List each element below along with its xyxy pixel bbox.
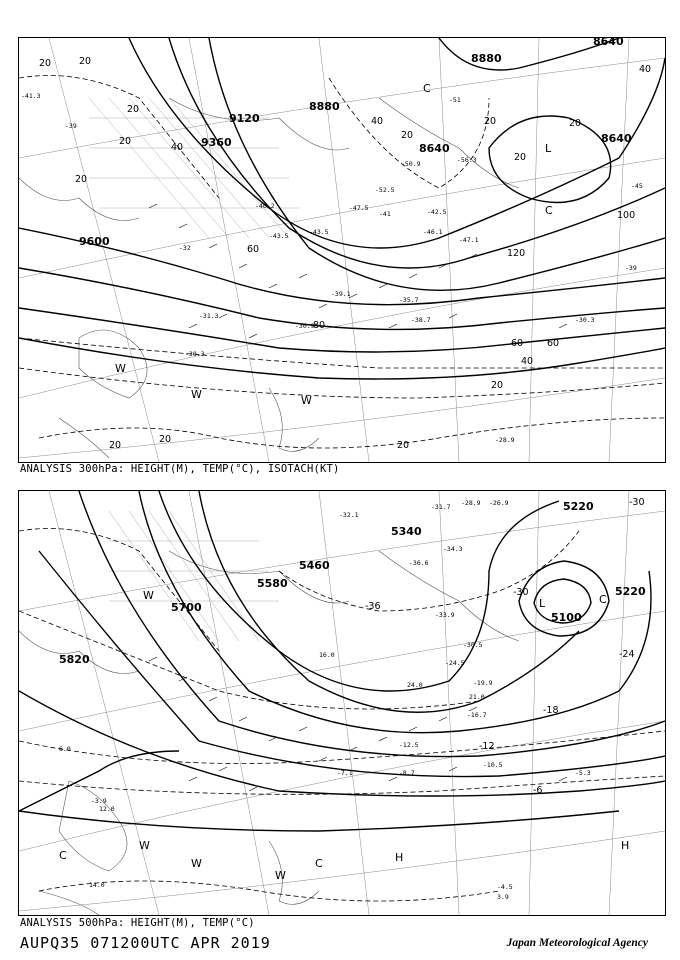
height-label: 5700: [171, 601, 202, 614]
isotach-label: 60: [247, 244, 260, 255]
station-value: -12.5: [399, 741, 419, 749]
height-label: 8880: [471, 52, 502, 65]
isotach-contours-300: [19, 76, 665, 449]
isotach-label: 100: [617, 210, 636, 221]
isotach-label: 60: [511, 338, 524, 349]
height-label: 5100: [551, 611, 582, 624]
temp-label: -30.9: [295, 322, 315, 330]
coastline-500: [19, 551, 519, 915]
isotach-label: 20: [127, 104, 140, 115]
agency-name: Japan Meteorological Agency: [506, 937, 648, 949]
temp-label: -51: [449, 96, 461, 104]
station-value: -56.3: [457, 156, 477, 164]
temp-label: -39: [65, 122, 77, 130]
isotherm-label: -18: [543, 705, 559, 716]
station-value: -50.9: [401, 160, 421, 168]
station-value: -24.5: [445, 659, 465, 667]
temp-label: -43.5: [309, 228, 329, 236]
isotach-label: 40: [639, 64, 652, 75]
analysis-300hpa-map: [18, 37, 666, 463]
height-label: 5220: [615, 585, 646, 598]
low-symbol: L: [539, 597, 546, 610]
height-label: 9600: [79, 235, 110, 248]
height-contours-500: [19, 491, 665, 831]
cold-symbol: C: [599, 593, 607, 606]
temp-label: -41.3: [21, 92, 41, 100]
station-value: -42.5: [427, 208, 447, 216]
isotherm-label: -30: [513, 587, 529, 598]
station-value: -33.9: [435, 611, 455, 619]
cold-symbol: C: [423, 82, 431, 95]
height-label: 5460: [299, 559, 330, 572]
isotach-label: 80: [313, 320, 326, 331]
isotach-label: 20: [397, 440, 410, 451]
station-value: 16.0: [319, 651, 335, 659]
high-symbol: H: [395, 851, 404, 864]
station-value: -36.6: [409, 559, 429, 567]
isotach-label: 20: [119, 136, 132, 147]
station-value: -30.5: [463, 641, 483, 649]
graticule-500: [19, 491, 665, 915]
isotach-label: 20: [484, 116, 497, 127]
isotach-label: 40: [371, 116, 384, 127]
chart-code: AUPQ35 071200UTC APR 2019: [20, 934, 271, 952]
isotach-label: 40: [521, 356, 534, 367]
temp-label: -41: [379, 210, 391, 218]
warm-symbol: W: [115, 362, 126, 375]
station-value: -4.5: [497, 883, 513, 891]
isotach-label: 20: [491, 380, 504, 391]
analysis-500hpa-map: [18, 490, 666, 916]
height-label: 8880: [309, 100, 340, 113]
height-label: 9360: [201, 136, 232, 149]
isotach-label: 20: [514, 152, 527, 163]
station-value: -19.9: [473, 679, 493, 687]
isotach-label: 20: [109, 440, 122, 451]
station-value: -10.5: [483, 761, 503, 769]
jet-hatch-300: [89, 98, 299, 238]
station-value: -26.9: [489, 499, 509, 507]
temp-label: -47.1: [459, 236, 479, 244]
isotherm-label: -24: [619, 649, 635, 660]
warm-symbol: W: [139, 839, 150, 852]
height-label: 8640: [593, 38, 624, 48]
warm-symbol: W: [143, 589, 154, 602]
station-value: -35.7: [399, 296, 419, 304]
isotach-label: 20: [569, 118, 582, 129]
temp-label: -32: [179, 244, 191, 252]
isotherm-label: -6: [533, 785, 543, 796]
isotherm-label: -12: [479, 741, 495, 752]
temp-label: -30.3: [185, 350, 205, 358]
height-label: 5580: [257, 577, 288, 590]
station-value: -52.5: [375, 186, 395, 194]
temp-label: -30.3: [575, 316, 595, 324]
height-label: 8640: [601, 132, 632, 145]
warm-symbol: W: [191, 388, 202, 401]
isotach-label: 20: [39, 58, 52, 69]
isotach-label: 60: [547, 338, 560, 349]
cold-symbol: C: [315, 857, 323, 870]
station-value: 3.9: [497, 893, 509, 901]
isotach-label: 20: [79, 56, 92, 67]
station-value: 21.0: [469, 693, 485, 701]
station-value: -31.7: [431, 503, 451, 511]
warm-symbol: W: [301, 394, 312, 407]
isotherms-500: [19, 529, 665, 902]
temp-label: -39: [625, 264, 637, 272]
station-value: -8.7: [399, 769, 415, 777]
station-value: 6.0: [59, 745, 71, 753]
station-value: -5.3: [575, 769, 591, 777]
high-symbol: H: [621, 839, 630, 852]
temp-label: -31.3: [199, 312, 219, 320]
station-value: 14.0: [89, 881, 105, 889]
isotherm-label: -36: [365, 601, 381, 612]
caption-500hpa: ANALYSIS 500hPa: HEIGHT(M), TEMP(°C): [20, 917, 255, 929]
station-value: -32.1: [339, 511, 359, 519]
height-label: 8640: [419, 142, 450, 155]
station-value: -43.5: [269, 232, 289, 240]
caption-300hpa: ANALYSIS 300hPa: HEIGHT(M), TEMP(°C), ISOTACH(KT): [20, 463, 340, 475]
map-300-svg: [19, 38, 665, 462]
map-500-svg: [19, 491, 665, 915]
hatch-500: [109, 511, 279, 641]
cold-symbol: C: [545, 204, 553, 217]
station-value: 24.0: [407, 681, 423, 689]
isotach-label: 20: [401, 130, 414, 141]
height-label: 9120: [229, 112, 260, 125]
station-value: 12.0: [99, 805, 115, 813]
station-value: -46.1: [423, 228, 443, 236]
low-symbol: L: [545, 142, 552, 155]
station-value: -47.5: [349, 204, 369, 212]
station-value: -3.9: [91, 797, 107, 805]
isotach-label: 20: [159, 434, 172, 445]
temp-label: -28.9: [495, 436, 515, 444]
station-value: -38.7: [411, 316, 431, 324]
cold-symbol: C: [59, 849, 67, 862]
station-value: -7.1: [337, 769, 353, 777]
height-label: 5220: [563, 500, 594, 513]
isotach-label: 120: [507, 248, 526, 259]
height-contours-300: [19, 38, 665, 379]
isotherm-label: -30: [629, 497, 645, 508]
height-label: 5340: [391, 525, 422, 538]
station-value: -39.1: [331, 290, 351, 298]
station-value: -28.9: [461, 499, 481, 507]
warm-symbol: W: [191, 857, 202, 870]
warm-symbol: W: [275, 869, 286, 882]
isotach-label: 40: [171, 142, 184, 153]
temp-label: -46.2: [255, 202, 275, 210]
isotach-label: 20: [75, 174, 88, 185]
temp-label: -45: [631, 182, 643, 190]
height-label: 5820: [59, 653, 90, 666]
station-value: -34.3: [443, 545, 463, 553]
station-value: -16.7: [467, 711, 487, 719]
